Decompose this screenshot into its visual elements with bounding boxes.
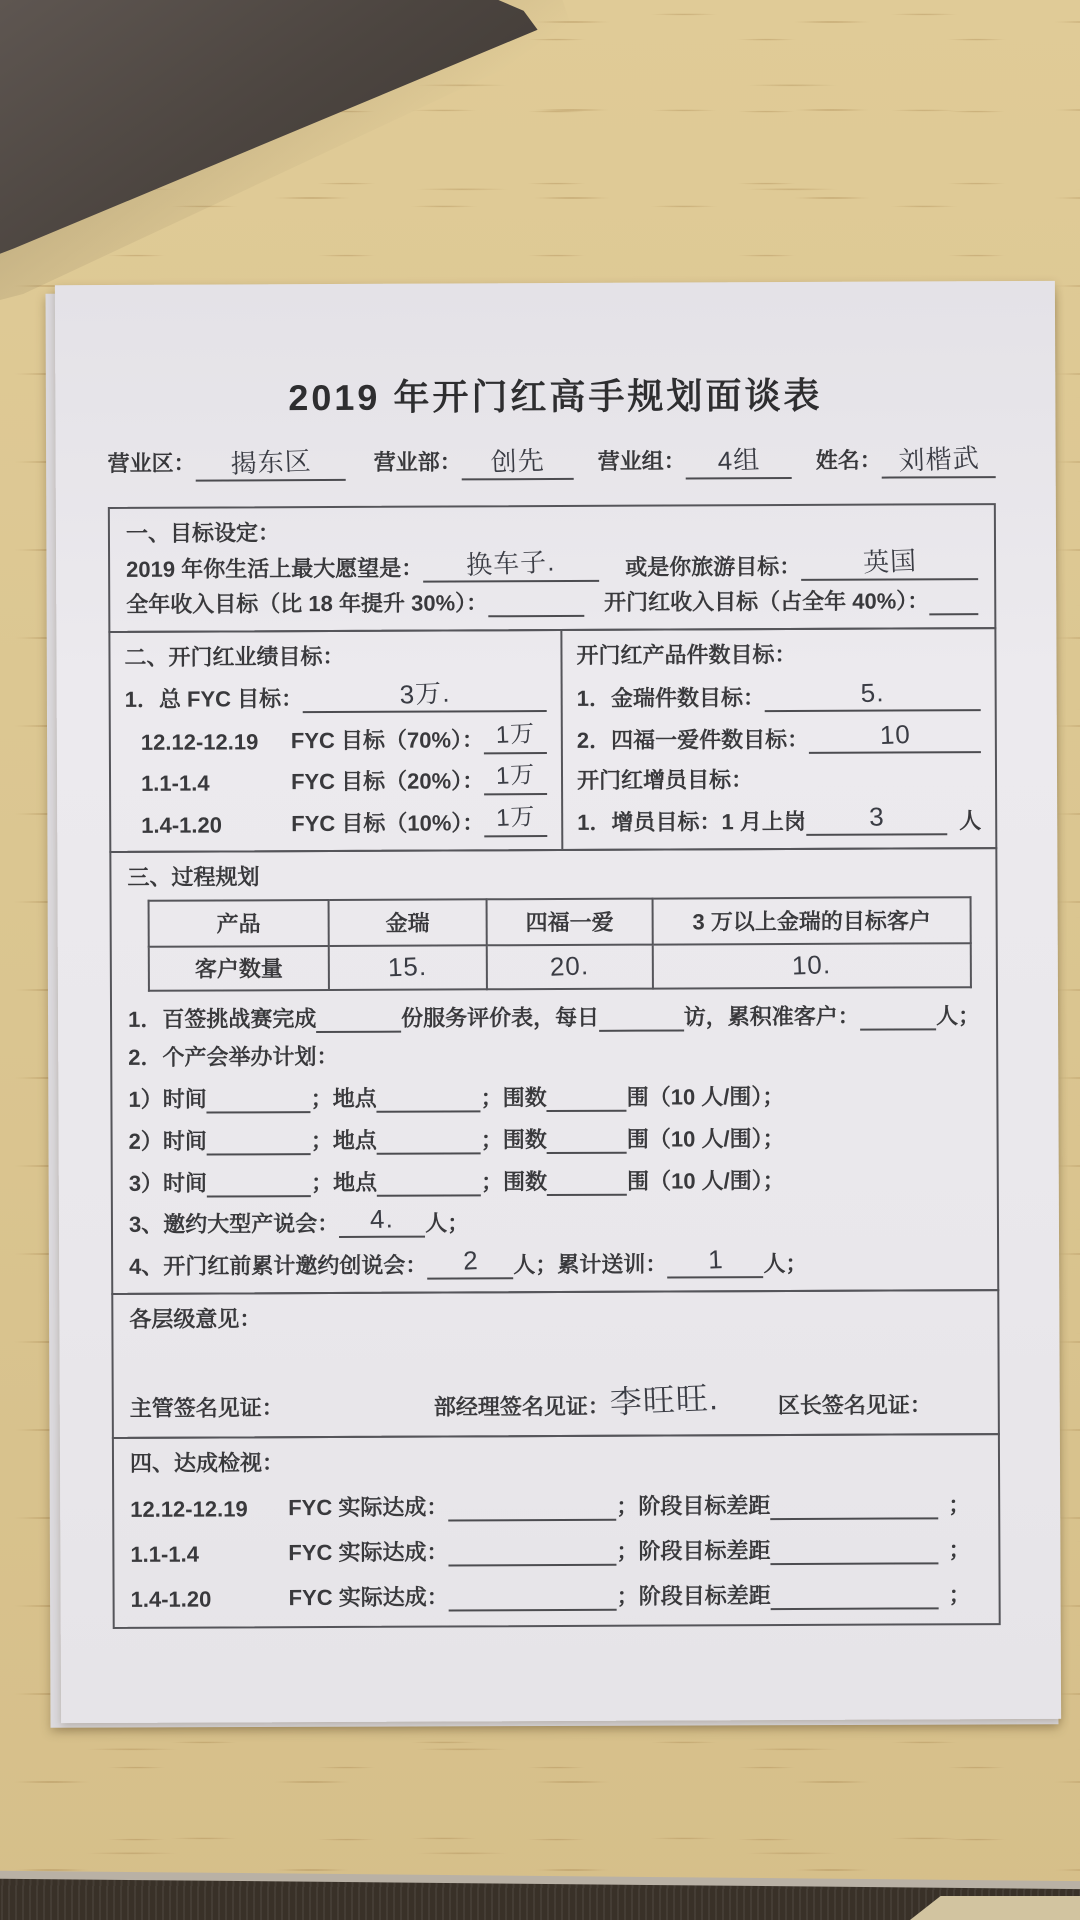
handwritten-region: 揭东区	[229, 445, 312, 479]
handwritten-product-2: 10	[878, 718, 911, 751]
director-sign-label: 区长签名见证：	[777, 1392, 932, 1419]
meeting-time-label-1: 1）时间	[128, 1086, 207, 1112]
product-label-1: 1．金瑞件数目标：	[576, 684, 765, 711]
handwritten-count-jinrui: 15.	[387, 951, 428, 983]
product-count-heading: 开门红产品件数目标：	[576, 641, 797, 668]
review-row-2	[130, 1530, 982, 1568]
td-row-label: 客户数量	[149, 946, 329, 991]
challenge-row	[128, 996, 980, 1034]
handwritten-product-1: 5.	[860, 676, 886, 708]
fyc-line-2	[484, 761, 547, 795]
meeting-tables-label-2: ；围数	[480, 1126, 547, 1153]
section-performance	[108, 627, 997, 853]
process-table-value-row	[149, 943, 971, 991]
pre-kmh-line-1	[427, 1245, 513, 1279]
fyc-line-3	[484, 803, 547, 837]
big-meeting-line	[339, 1204, 425, 1238]
review-tail-3: ；	[948, 1582, 971, 1608]
fyc-label-3: FYC 目标（10%）：	[291, 810, 485, 837]
handwritten-fyc-2: 1万	[495, 761, 536, 791]
field-value-group	[686, 445, 792, 479]
challenge-label-b: 份服务评价表，每日	[400, 1004, 600, 1031]
goal-income-row	[126, 581, 978, 619]
meeting-unit-label-3: 围（10 人/围）；	[627, 1167, 785, 1194]
pre-kmh-row	[129, 1243, 981, 1281]
meeting-place-label-1: ；地点	[310, 1085, 377, 1112]
total-fyc-label: 1．总 FYC 目标：	[124, 685, 304, 712]
meeting-tables-label-3: ；围数	[480, 1168, 548, 1194]
pre-kmh-line-2	[667, 1244, 763, 1278]
signature-row	[130, 1373, 982, 1423]
recruit-unit: 人	[959, 808, 982, 834]
review-line-2b	[770, 1530, 938, 1565]
header-fields-row	[108, 443, 996, 482]
handwritten-department: 创先	[490, 445, 546, 478]
travel-label: 或是你旅游目标：	[625, 553, 802, 580]
goal-wish-row	[126, 546, 978, 584]
meeting-row-3	[129, 1160, 981, 1198]
wish-value-line	[423, 547, 599, 582]
field-value-name	[882, 444, 996, 478]
fyc-row-1	[125, 720, 547, 756]
review-line-2a	[448, 1532, 616, 1567]
meeting-unit-label-1: 围（10 人/围）；	[626, 1084, 785, 1110]
total-fyc-line	[303, 678, 547, 713]
handwritten-group: 4组	[716, 444, 761, 477]
review-period-1: 12.12-12.19	[130, 1496, 248, 1522]
handwritten-count-target: 10.	[791, 949, 832, 981]
challenge-label-a: 1．百签挑战赛完成	[128, 1005, 317, 1032]
review-heading: 四、达成检视：	[129, 1450, 285, 1476]
th-product: 产品	[149, 900, 329, 947]
review-period-2: 1.1-1.4	[130, 1541, 199, 1567]
challenge-label-c: 访，累积准客户：	[683, 1003, 860, 1029]
review-period-3: 1.4-1.20	[130, 1586, 212, 1612]
handwritten-total-fyc: 3万.	[398, 677, 451, 710]
handwritten-pre-kmh-2: 1	[707, 1244, 724, 1275]
meeting-row-2	[129, 1118, 981, 1156]
review-gap-label-1: ；阶段目标差距	[616, 1493, 771, 1519]
section-process-heading: 三、过程规划	[127, 864, 260, 890]
product-line-1	[765, 677, 981, 712]
td-sifuyiai-count	[487, 944, 653, 989]
meeting-time-line-3	[207, 1163, 311, 1197]
meeting-tables-line-3	[547, 1161, 627, 1195]
section-performance-heading: 二、开门红业绩目标：	[124, 643, 345, 670]
product-row-2	[577, 719, 981, 755]
review-line-3b	[771, 1575, 939, 1610]
challenge-line-1	[316, 998, 401, 1032]
pre-kmh-label: 4、开门红前累计邀约创说会：	[129, 1252, 428, 1279]
section-process	[109, 847, 999, 1295]
th-sifuyiai: 四福一爱	[487, 898, 653, 945]
meeting-place-line-2	[377, 1120, 481, 1154]
section-goal	[108, 503, 997, 633]
product-row-1	[577, 677, 981, 713]
kmh-income-label: 开门红收入目标（占全年 40%）：	[604, 588, 930, 615]
meeting-tables-line-2	[547, 1119, 627, 1153]
challenge-label-d: 人；	[935, 1002, 981, 1028]
td-jinrui-count	[329, 945, 487, 990]
manager-sign-label: 部经理签名见证：	[433, 1393, 610, 1420]
recruit-label: 1．增员目标：1 月上岗	[577, 808, 806, 835]
performance-left-column	[110, 631, 563, 851]
supervisor-sign-label: 主管签名见证：	[129, 1395, 284, 1421]
pre-kmh-unit-2: 人；	[763, 1250, 808, 1277]
review-gap-label-3: ；阶段目标差距	[616, 1583, 771, 1609]
review-gap-label-2: ；阶段目标差距	[616, 1538, 771, 1564]
form-title: 2019 年开门红高手规划面谈表	[288, 374, 823, 419]
travel-value-line	[801, 546, 978, 581]
meeting-place-line-3	[377, 1162, 481, 1196]
fyc-period-1: 12.12-12.19	[140, 728, 259, 755]
fyc-label-1: FYC 目标（70%）：	[290, 726, 485, 753]
review-line-3a	[449, 1577, 617, 1612]
th-jinrui: 金瑞	[329, 899, 487, 946]
performance-right-column	[562, 629, 995, 849]
handwritten-recruit: 3	[868, 801, 885, 832]
meeting-place-line-1	[377, 1078, 481, 1112]
handwritten-manager-signature: 李旺旺.	[609, 1380, 720, 1421]
review-label-1: FYC 实际达成：	[288, 1494, 449, 1521]
fyc-period-3: 1.4-1.20	[141, 812, 223, 838]
meetings-heading: 2．个产会举办计划：	[128, 1044, 339, 1071]
review-tail-2: ；	[948, 1537, 971, 1563]
review-tail-1: ；	[948, 1492, 971, 1518]
form-paper	[55, 281, 1061, 1723]
big-meeting-row	[129, 1201, 981, 1239]
kmh-income-line	[929, 581, 978, 615]
process-table-header-row	[149, 897, 971, 947]
review-line-1b	[770, 1485, 938, 1520]
fyc-period-2: 1.1-1.4	[140, 770, 210, 797]
big-meeting-label: 3、邀约大型产说会：	[128, 1211, 340, 1238]
handwritten-travel: 英国	[862, 545, 918, 578]
section-review	[112, 1433, 1001, 1629]
total-fyc-row	[125, 678, 547, 714]
field-label-department: 营业部：	[373, 449, 462, 475]
meeting-time-line-2	[207, 1121, 311, 1155]
handwritten-count-sifuyiai: 20.	[549, 950, 590, 982]
meeting-time-line-1	[207, 1079, 311, 1113]
section-opinion	[111, 1289, 1000, 1439]
th-target-customer: 3 万以上金瑞的目标客户	[653, 897, 971, 944]
handwritten-wish: 换车子.	[465, 545, 557, 580]
handwritten-fyc-3: 1万	[495, 803, 536, 832]
meeting-row-1	[128, 1076, 980, 1114]
annual-income-label: 全年收入目标（比 18 年提升 30%）：	[126, 590, 489, 617]
section-goal-heading: 一、目标设定：	[125, 520, 281, 546]
opinion-heading: 各层级意见：	[129, 1306, 262, 1332]
fyc-line-1	[484, 720, 547, 754]
field-label-group: 营业组：	[597, 448, 686, 474]
fyc-row-2	[125, 761, 547, 797]
annual-income-line	[488, 583, 584, 617]
meeting-unit-label-2: 围（10 人/围）；	[626, 1125, 785, 1152]
pre-kmh-unit-1: 人；累计送训：	[513, 1251, 668, 1278]
review-row-3	[131, 1575, 983, 1613]
field-value-region	[196, 447, 346, 482]
wish-label: 2019 年你生活上最大愿望是：	[126, 555, 424, 582]
review-line-1a	[448, 1487, 616, 1522]
meeting-tables-line-1	[547, 1078, 627, 1112]
review-row-1	[130, 1485, 982, 1523]
process-table	[148, 896, 972, 992]
challenge-line-2	[599, 997, 684, 1031]
field-label-name: 姓名：	[815, 447, 882, 473]
td-target-count	[653, 943, 971, 988]
review-label-3: FYC 实际达成：	[288, 1584, 449, 1611]
handwritten-name: 刘楷武	[897, 442, 980, 476]
product-label-2: 2．四福一爱件数目标：	[576, 726, 810, 753]
field-value-department	[462, 446, 574, 480]
big-meeting-unit: 人；	[425, 1210, 470, 1236]
recruit-line	[806, 801, 948, 836]
fyc-label-2: FYC 目标（20%）：	[290, 768, 485, 795]
handwritten-big-meeting: 4.	[369, 1203, 395, 1235]
meeting-tables-label-1: ；围数	[480, 1085, 547, 1111]
meeting-time-label-3: 3）时间	[128, 1170, 208, 1196]
meeting-place-label-3: ；地点	[310, 1169, 378, 1195]
fyc-row-3	[125, 803, 547, 839]
recruit-row	[577, 801, 981, 837]
review-label-2: FYC 实际达成：	[288, 1539, 449, 1566]
handwritten-pre-kmh-1: 2	[462, 1245, 479, 1276]
challenge-line-3	[860, 996, 936, 1030]
product-line-2	[809, 719, 981, 754]
meeting-time-label-2: 2）时间	[128, 1128, 207, 1154]
recruit-heading: 开门红增员目标：	[576, 766, 754, 793]
field-label-region: 营业区：	[107, 450, 196, 476]
meeting-place-label-2: ；地点	[310, 1127, 377, 1153]
handwritten-fyc-1: 1万	[495, 719, 536, 749]
